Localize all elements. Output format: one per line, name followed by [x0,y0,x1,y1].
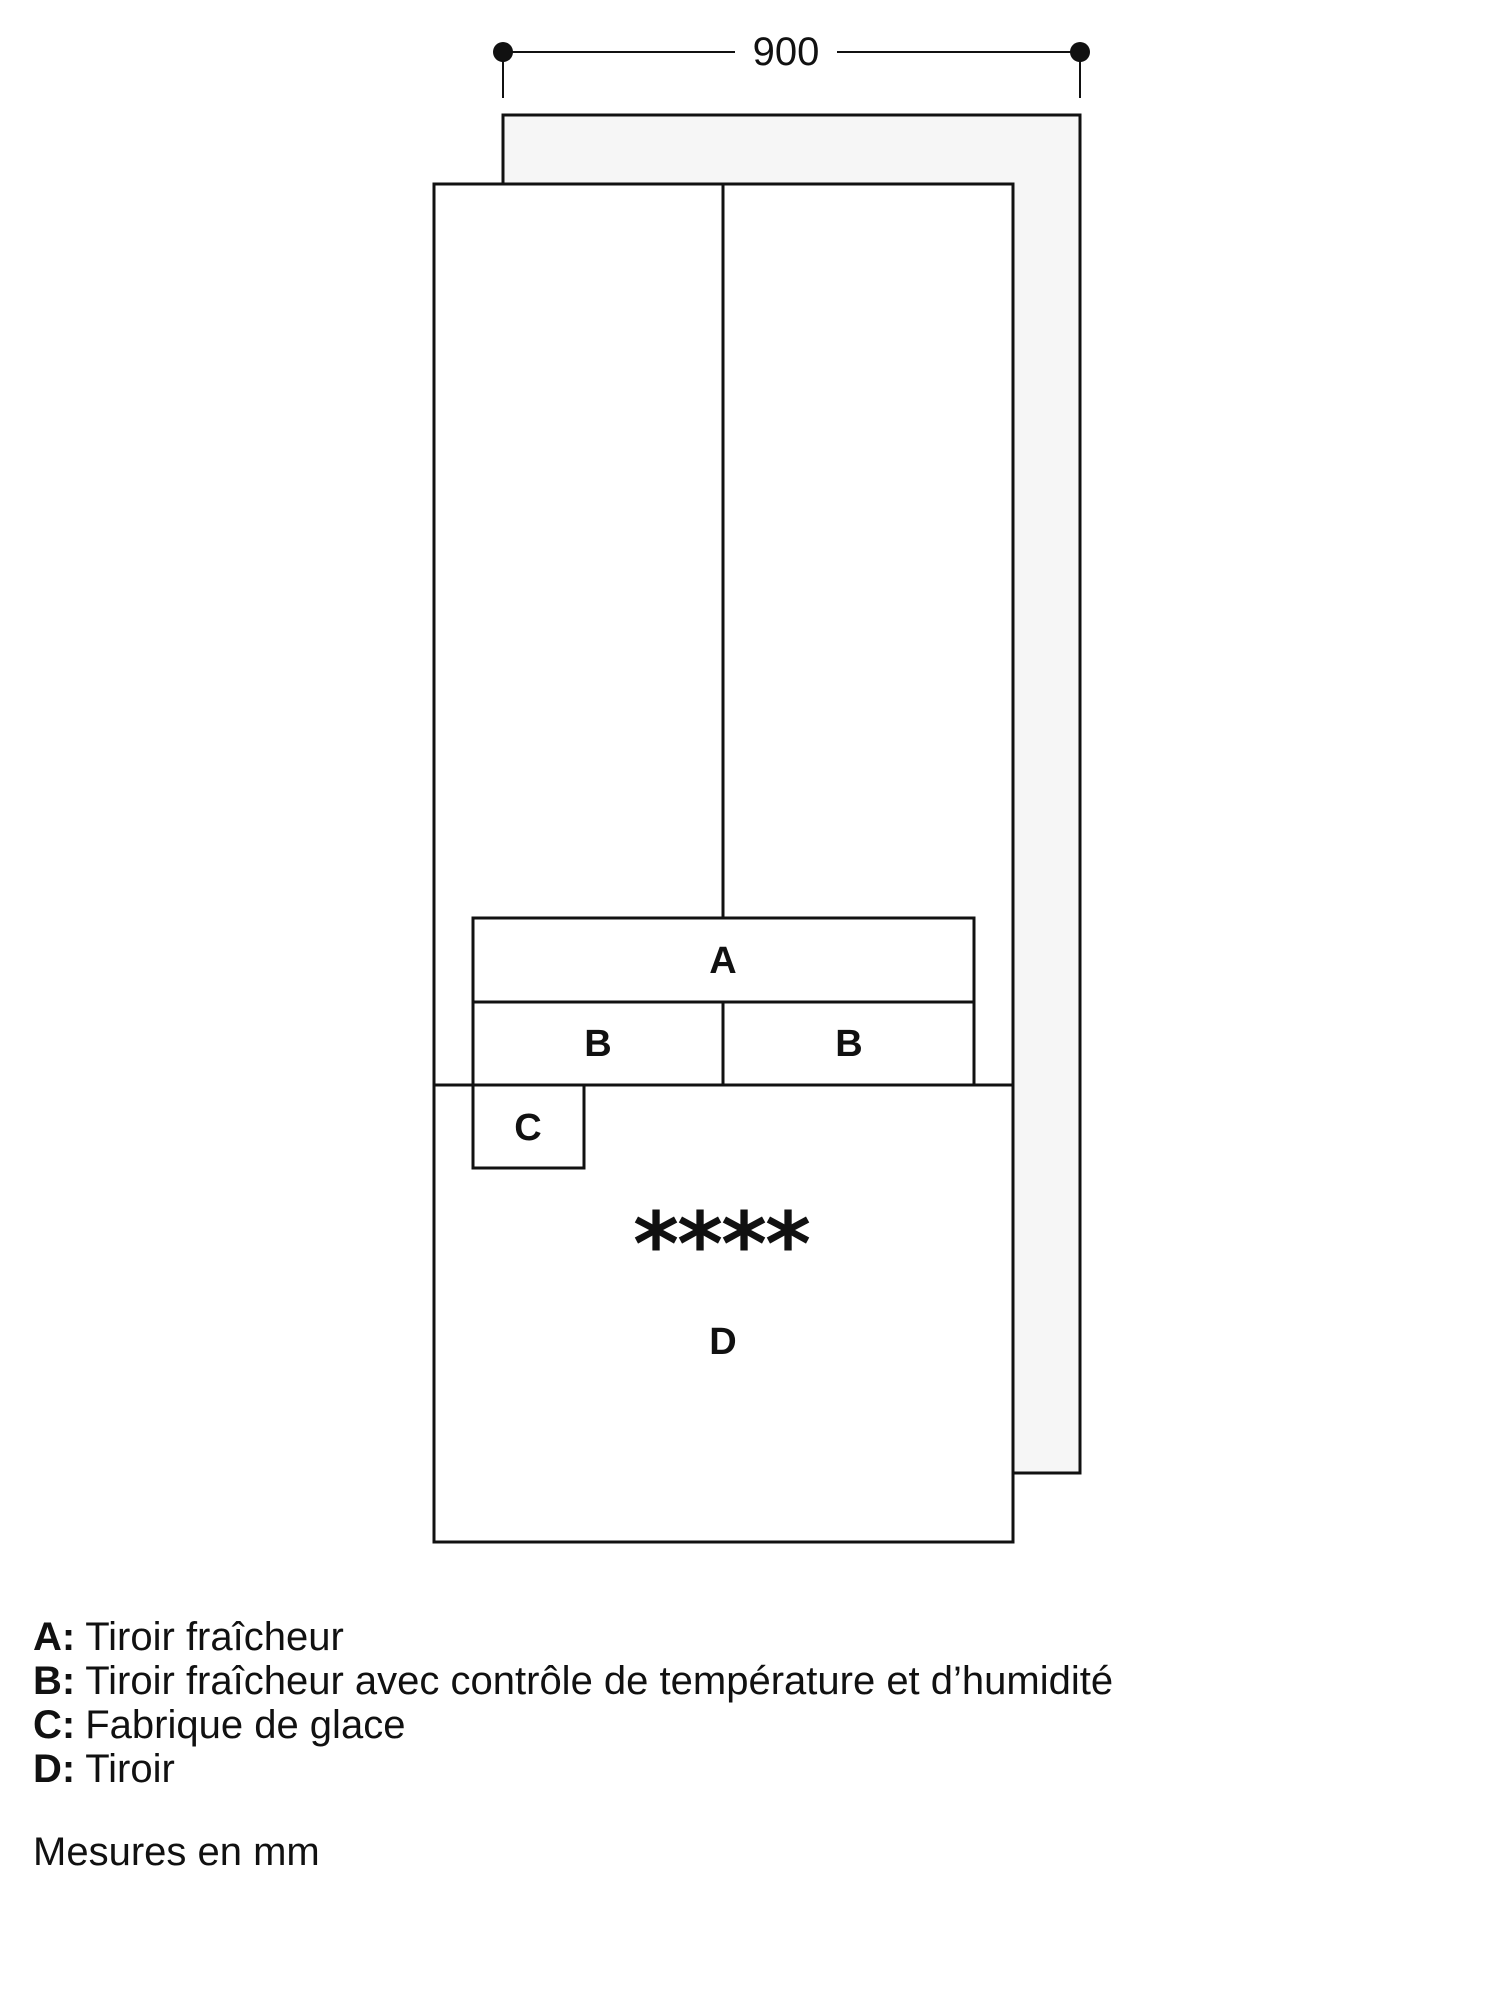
drawer-b-right-label: B [835,1023,863,1065]
ice-maker-c-label: C [514,1107,542,1149]
legend-text: Fabrique de glace [85,1703,406,1747]
legend-item-d [33,1747,1473,1791]
drawer-b-left-label: B [584,1023,612,1065]
legend-item-b [33,1659,1473,1703]
freezer-star-rating: **** [632,1193,810,1296]
legend-text: Tiroir [85,1747,175,1791]
units-note: Mesures en mm [33,1830,320,1874]
legend-text: Tiroir fraîcheur [85,1615,344,1659]
width-dimension [493,30,1090,98]
legend-item-c [33,1703,1473,1747]
legend [33,1615,1473,1791]
legend-key: A: [33,1615,76,1659]
legend-item-a [33,1615,1473,1659]
drawer-d-label: D [709,1321,737,1363]
width-dimension-label: 900 [752,30,820,74]
legend-text: Tiroir fraîcheur avec contrôle de température et d’humidité [85,1659,1114,1703]
legend-key: B: [33,1659,76,1703]
legend-key: C: [33,1703,76,1747]
drawer-a-label: A [709,940,737,982]
legend-key: D: [33,1747,76,1791]
